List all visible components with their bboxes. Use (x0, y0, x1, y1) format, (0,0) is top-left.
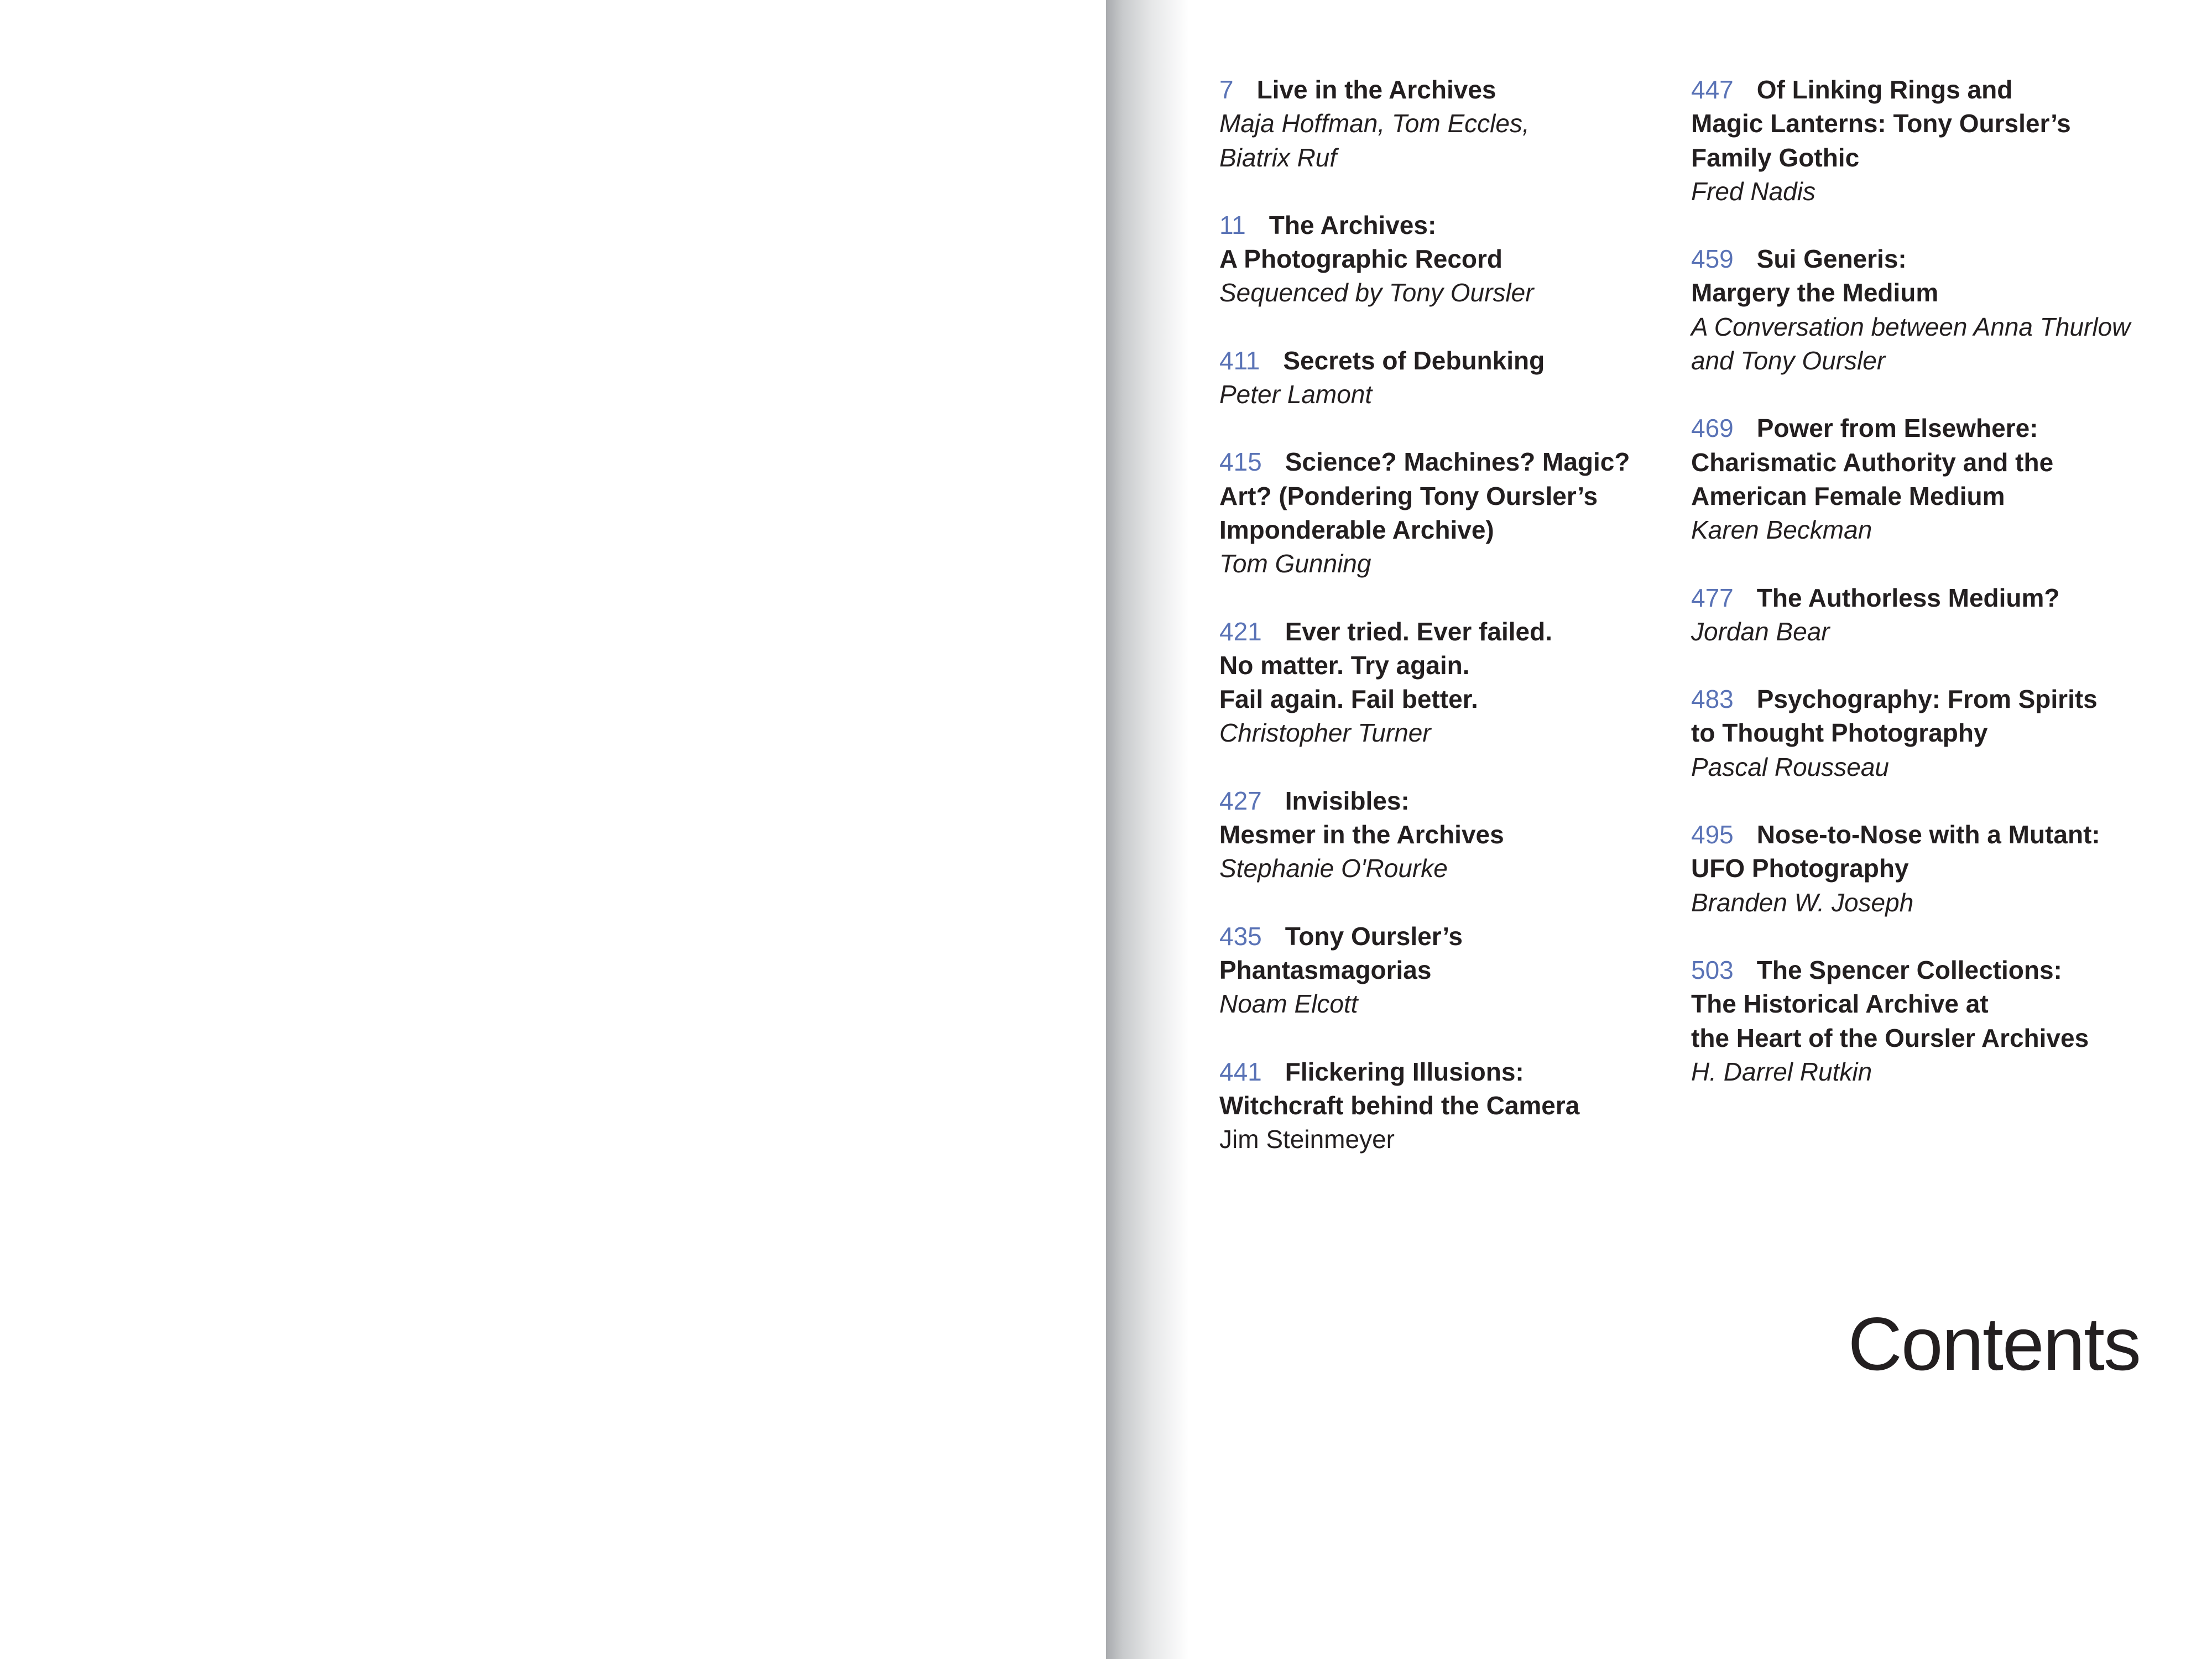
page-number: 421 (1219, 617, 1262, 646)
entry-title-text: Invisibles: (1285, 786, 1410, 815)
entry-title-line (1691, 987, 2189, 1021)
entry-author: Karen Beckman (1691, 515, 1872, 545)
entry-title-text: Nose-to-Nose with a Mutant: (1756, 820, 2100, 849)
entry-title-line (1691, 141, 2189, 175)
toc-entry (1219, 1055, 1662, 1157)
entry-author: Jim Steinmeyer (1219, 1125, 1395, 1154)
entry-title-text: The Authorless Medium? (1756, 583, 2060, 612)
page-number: 503 (1691, 955, 1734, 984)
entry-title-text: Fail again. Fail better. (1219, 685, 1478, 714)
page-number: 411 (1219, 346, 1260, 375)
toc-entry (1219, 920, 1662, 1021)
entry-title-line (1219, 479, 1662, 513)
page-number: 435 (1219, 921, 1262, 951)
entry-title-line (1691, 242, 2189, 276)
entry-title-line (1691, 682, 2189, 716)
entry-title-text: The Historical Archive at (1691, 989, 1989, 1019)
entry-title-line (1219, 242, 1662, 276)
toc-entry (1219, 445, 1662, 581)
entry-title-line (1691, 818, 2189, 852)
entry-title-text: Ever tried. Ever failed. (1285, 617, 1552, 646)
entry-title-line (1219, 784, 1662, 818)
page-number: 447 (1691, 75, 1734, 104)
toc-entry (1691, 682, 2189, 784)
entry-title-line (1691, 73, 2189, 107)
entry-title-line (1219, 1055, 1662, 1089)
entry-title-line (1691, 479, 2189, 513)
entry-title-text: Phantasmagorias (1219, 955, 1432, 984)
page-number: 459 (1691, 244, 1734, 274)
entry-title-line (1691, 411, 2189, 445)
entry-title-text: No matter. Try again. (1219, 650, 1470, 680)
entry-title-line (1691, 852, 2189, 885)
entry-title-line (1219, 208, 1662, 242)
toc-column-right (1691, 73, 2189, 1123)
entry-title-text: Charismatic Authority and the (1691, 447, 2054, 477)
toc-entry (1691, 581, 2189, 649)
page-number: 11 (1219, 210, 1246, 239)
entry-title-line (1219, 73, 1662, 107)
entry-title-text: Magic Lanterns: Tony Oursler’s (1691, 109, 2071, 138)
toc-entry (1691, 73, 2189, 208)
entry-author: Christopher Turner (1219, 718, 1431, 748)
entry-title-text: Witchcraft behind the Camera (1219, 1091, 1580, 1120)
entry-title-line (1219, 445, 1662, 479)
entry-author: Maja Hoffman, Tom Eccles, (1219, 109, 1530, 138)
entry-title-line (1219, 513, 1662, 547)
entry-title-line (1691, 581, 2189, 615)
page-number: 441 (1219, 1057, 1262, 1086)
entry-title-line (1691, 107, 2189, 140)
entry-title-text: Secrets of Debunking (1283, 346, 1545, 375)
toc-entry (1691, 953, 2189, 1089)
toc-entry (1691, 411, 2189, 547)
entry-author: and Tony Oursler (1691, 346, 1886, 375)
page-number: 415 (1219, 447, 1262, 477)
entry-title-text: Psychography: From Spirits (1756, 685, 2098, 714)
entry-title-line (1219, 1089, 1662, 1123)
entry-title-line (1219, 920, 1662, 953)
entry-title-text: Flickering Illusions: (1285, 1057, 1524, 1086)
entry-title-text: Art? (Pondering Tony Oursler’s (1219, 481, 1598, 510)
entry-title-text: Science? Machines? Magic? (1285, 447, 1630, 477)
entry-title-text: UFO Photography (1691, 854, 1909, 883)
page-number: 7 (1219, 75, 1234, 104)
page-number: 427 (1219, 786, 1262, 815)
gutter-shadow (1106, 0, 1189, 1659)
page-number: 477 (1691, 583, 1734, 612)
entry-author: Fred Nadis (1691, 176, 1815, 206)
entry-title-line (1219, 953, 1662, 987)
entry-title-text: Live in the Archives (1256, 75, 1496, 104)
entry-author: A Conversation between Anna Thurlow (1691, 312, 2131, 341)
entry-author: Stephanie O'Rourke (1219, 854, 1448, 883)
entry-title-text: Family Gothic (1691, 143, 1860, 172)
toc-entry (1219, 73, 1662, 175)
toc-entry (1219, 208, 1662, 310)
page-number: 483 (1691, 685, 1734, 714)
entry-author: Jordan Bear (1691, 617, 1830, 646)
entry-title-text: to Thought Photography (1691, 718, 1988, 748)
entry-author: Noam Elcott (1219, 989, 1358, 1019)
contents-heading: Contents (1848, 1302, 2140, 1386)
toc-entry (1691, 818, 2189, 920)
entry-author: Pascal Rousseau (1691, 752, 1889, 781)
toc-column-left (1219, 73, 1662, 1190)
entry-title-line (1219, 682, 1662, 716)
toc-entry (1219, 615, 1662, 750)
entry-title-line (1691, 276, 2189, 310)
entry-title-line (1691, 1021, 2189, 1055)
entry-title-text: the Heart of the Oursler Archives (1691, 1023, 2089, 1052)
entry-author: Biatrix Ruf (1219, 143, 1337, 172)
entry-title-text: Imponderable Archive) (1219, 515, 1494, 544)
entry-title-text: Of Linking Rings and (1756, 75, 2013, 104)
entry-title-text: American Female Medium (1691, 481, 2005, 510)
entry-title-text: Sui Generis: (1756, 244, 1907, 274)
toc-entry (1691, 242, 2189, 378)
entry-title-line (1219, 615, 1662, 649)
entry-author: Peter Lamont (1219, 380, 1373, 409)
entry-title-line (1219, 344, 1662, 378)
entry-title-text: A Photographic Record (1219, 244, 1503, 274)
page-number: 495 (1691, 820, 1734, 849)
entry-author: Tom Gunning (1219, 549, 1371, 578)
entry-title-text: The Spencer Collections: (1756, 955, 2062, 984)
entry-title-text: Margery the Medium (1691, 278, 1939, 307)
toc-entry (1219, 344, 1662, 412)
entry-author: Branden W. Joseph (1691, 888, 1914, 917)
entry-author: Sequenced by Tony Oursler (1219, 278, 1534, 307)
entry-author: H. Darrel Rutkin (1691, 1057, 1872, 1086)
entry-title-text: Tony Oursler’s (1285, 921, 1463, 951)
entry-title-text: Power from Elsewhere: (1756, 414, 2038, 443)
toc-entry (1219, 784, 1662, 886)
page-number: 469 (1691, 414, 1734, 443)
entry-title-text: Mesmer in the Archives (1219, 820, 1504, 849)
entry-title-line (1691, 446, 2189, 479)
entry-title-line (1219, 818, 1662, 852)
entry-title-line (1219, 649, 1662, 682)
entry-title-line (1691, 716, 2189, 750)
entry-title-line (1691, 953, 2189, 987)
entry-title-text: The Archives: (1269, 210, 1437, 239)
